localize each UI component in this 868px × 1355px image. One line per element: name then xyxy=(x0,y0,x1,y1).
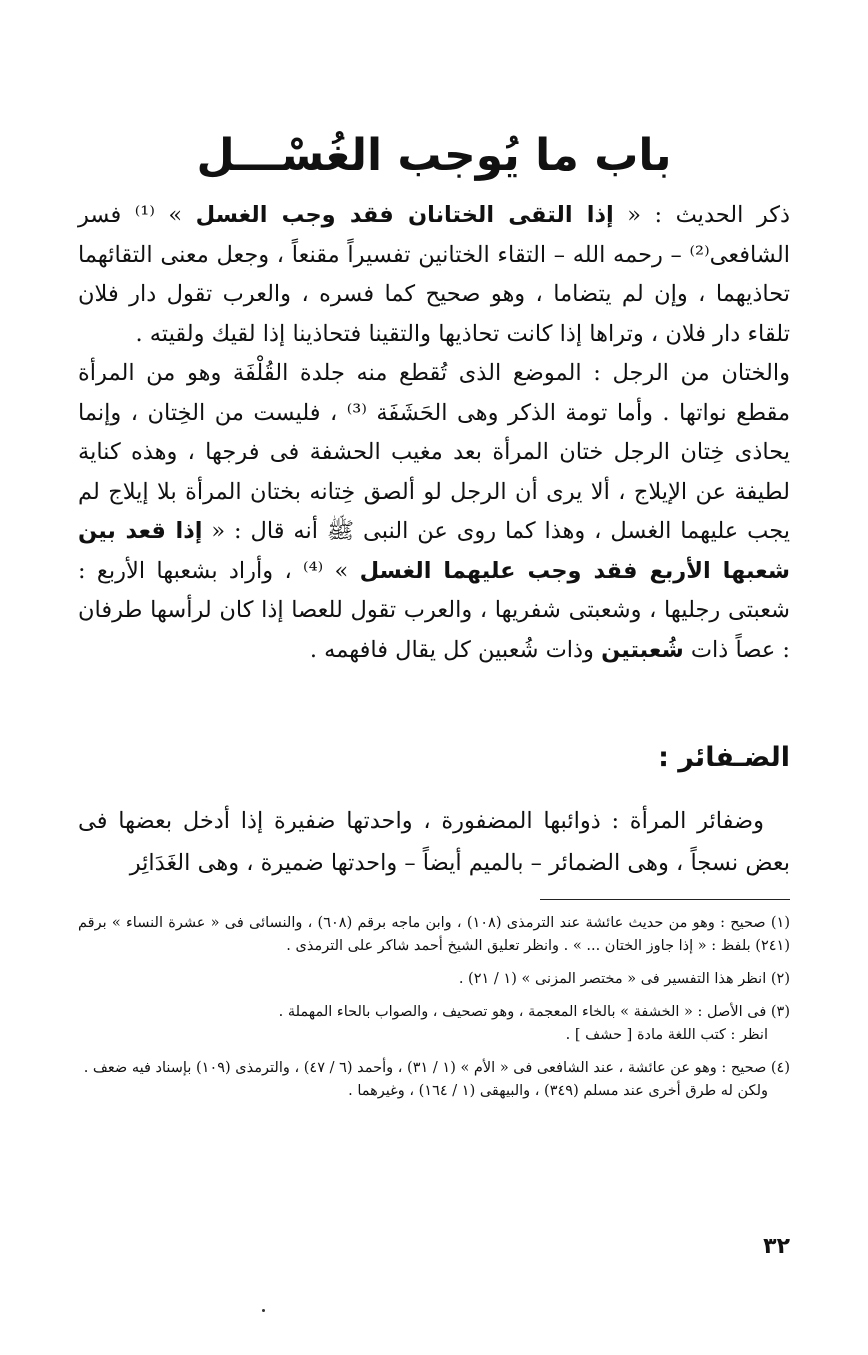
section-paragraph: وضفائر المرأة : ذوائبها المضفورة ، واحدتها ضفيرة إذا أدخل بعضها فى بعض نسجاً ، وهى الضمائر – بالميم أيضاً – واحدتها ضميرة ، وهى الغَدَائِر xyxy=(78,808,790,876)
section-heading: الضـفائر : xyxy=(658,742,790,773)
scan-speck xyxy=(262,1309,265,1312)
footnote-3-continuation: انظر : كتب اللغة مادة [ حشف ] . xyxy=(565,1027,768,1043)
page-number: ٣٢ xyxy=(763,1234,790,1259)
paragraph-1 xyxy=(78,196,790,354)
hadith-quote-1: إذا التقى الختانان فقد وجب الغسل xyxy=(195,202,614,228)
main-text xyxy=(78,196,790,670)
footnote-4-continuation: ولكن له طرق أخرى عند مسلم (٣٤٩) ، والبيهقى (١ / ١٦٤) ، وغيرهما . xyxy=(348,1083,768,1099)
paragraph-1-intro: ذكر الحديث : « xyxy=(627,202,791,228)
footnote-2: (٢) انظر هذا التفسير فى « مختصر المزنى » (١ / ٢١) . xyxy=(458,971,790,987)
footnote-4: (٤) صحيح : وهو عن عائشة ، عند الشافعى فى « الأم » (١ / ٣١) ، وأحمد (٦ / ٤٧) ، والترمذى (١٠٩) بإسناد فيه ضعف . xyxy=(83,1060,790,1076)
paragraph-2-ending: وذات شُعبين كل يقال فافهمه . xyxy=(309,636,602,663)
section-text xyxy=(78,800,790,884)
footnotes xyxy=(78,912,790,1113)
paragraph-2-body: والختان من الرجل : الموضع الذى تُقطع منه جلدة القُلْفَة وهو من المرأة مقطع نواتها . وأما تومة الذكر وهى الحَشَفَة ⁽³⁾ ، فليست من الخِتان ، وإنما يحاذى خِتان الرجل ختان المرأة بعد مغيب الحشفة فى فرجها ، وهذه كناية لطيفة عن الإيلاج ، ألا يرى أن الرجل لو ألصق خِتانه بختان المرأة بلا إيلاج لم يجب عليهما الغسل ، وهذا كما روى عن النبى ﷺ أنه قال : « xyxy=(78,360,791,544)
bold-word: شُعبتين xyxy=(601,636,684,663)
footnote-divider xyxy=(540,899,790,900)
paragraph-1-body: » ⁽¹⁾ فسر الشافعى⁽²⁾ – رحمه الله – التقاء الختانين تفسيراً مقنعاً ، وجعل معنى التقائهما تحاذيهما ، وإن لم يتضاما ، وهو صحيح كما فسره ، والعرب تقول دار فلان تلقاء دار فلان ، وتراها إذا كانت تحاذيها والتقينا فتحاذينا إذا لقيك ولقيته . xyxy=(78,202,790,347)
paragraph-2-continuation: » ⁽⁴⁾ ، وأراد بشعبها الأربع : شعبتى رجليها ، وشعبتى شفريها ، والعرب تقول للعصا إذا كان لرأسها طرفان : عصاً ذات xyxy=(78,557,790,663)
footnote-1: (١) صحيح : وهو من حديث عائشة عند الترمذى (١٠٨) ، وابن ماجه برقم (٦٠٨) ، والنسائى فى « عشرة النساء » برقم (٢٤١) بلفظ : « إذا جاوز الختان ... » . وانظر تعليق الشيخ أحمد شاكر على الترمذى . xyxy=(78,915,790,954)
footnote-3: (٣) فى الأصل : « الخشفة » بالخاء المعجمة ، وهو تصحيف ، والصواب بالحاء المهملة . xyxy=(278,1004,790,1020)
chapter-title: باب ما يُوجب الغُسْـــل xyxy=(196,130,672,181)
hadith-quote-2: إذا قعد بين شعبها الأربع فقد وجب عليهما الغسل xyxy=(78,518,790,584)
paragraph-2 xyxy=(78,354,790,670)
